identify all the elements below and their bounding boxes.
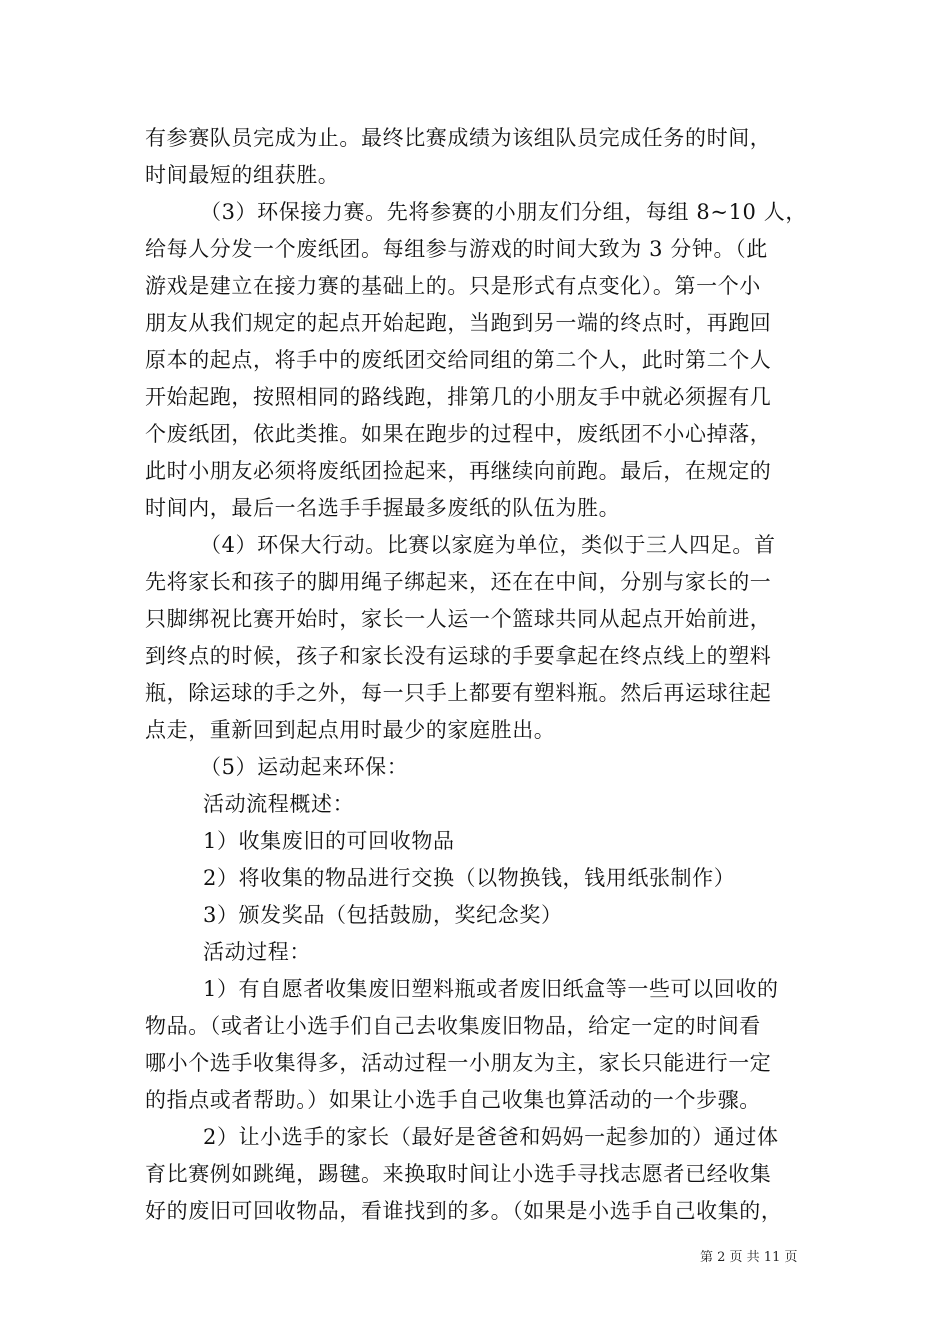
text-line: 活动流程概述： (203, 792, 355, 816)
text-line: 原本的起点，将手中的废纸团交给同组的第二个人，此时第二个人 (145, 348, 772, 372)
text-line: 此时小朋友必须将废纸团捡起来，再继续向前跑。最后，在规定的 (145, 459, 772, 483)
text-line: 2）让小选手的家长（最好是爸爸和妈妈一起参加的）通过体 (203, 1125, 779, 1149)
text-line: 个废纸团，依此类推。如果在跑步的过程中，废纸团不小心掉落， (145, 422, 772, 446)
text-line: 点走，重新回到起点用时最少的家庭胜出。 (145, 718, 556, 742)
text-line: 育比赛例如跳绳，踢毽。来换取时间让小选手寻找志愿者已经收集 (145, 1162, 772, 1186)
body-text (145, 120, 815, 1230)
text-line: 给每人分发一个废纸团。每组参与游戏的时间大致为 3 分钟。（此 (145, 237, 768, 261)
text-line: 好的废旧可回收物品，看谁找到的多。（如果是小选手自己收集的， (145, 1199, 783, 1223)
text-line: 游戏是建立在接力赛的基础上的。只是形式有点变化）。第一个小 (145, 274, 761, 298)
text-line: 物品。（或者让小选手们自己去收集废旧物品，给定一定的时间看 (145, 1014, 761, 1038)
page-number: 第 2 页 共 11 页 (700, 1250, 798, 1265)
text-line: 1）收集废旧的可回收物品 (203, 829, 455, 853)
text-line: 只脚绑祝比赛开始时，家长一人运一个篮球共同从起点开始前进， (145, 607, 772, 631)
text-line: 有参赛队员完成为止。最终比赛成绩为该组队员完成任务的时间， (145, 126, 772, 150)
text-line: 2）将收集的物品进行交换（以物换钱，钱用纸张制作） (203, 866, 736, 890)
text-line: 1）有自愿者收集废旧塑料瓶或者废旧纸盒等一些可以回收的 (203, 977, 779, 1001)
text-line: 的指点或者帮助。）如果让小选手自己收集也算活动的一个步骤。 (145, 1088, 761, 1112)
text-line: 朋友从我们规定的起点开始起跑，当跑到另一端的终点时，再跑回 (145, 311, 772, 335)
text-line: 时间最短的组获胜。 (145, 163, 340, 187)
text-line: 哪小个选手收集得多，活动过程一小朋友为主，家长只能进行一定 (145, 1051, 772, 1075)
text-line: 时间内，最后一名选手手握最多废纸的队伍为胜。 (145, 496, 621, 520)
text-line: 瓶，除运球的手之外，每一只手上都要有塑料瓶。然后再运球往起 (145, 681, 772, 705)
text-line: 到终点的时候，孩子和家长没有运球的手要拿起在终点线上的塑料 (145, 644, 772, 668)
text-line: 3）颁发奖品（包括鼓励，奖纪念奖） (203, 903, 563, 927)
text-line: （3）环保接力赛。先将参赛的小朋友们分组，每组 8~10 人， (200, 200, 807, 224)
text-line: 先将家长和孩子的脚用绳子绑起来，还在在中间，分别与家长的一 (145, 570, 772, 594)
text-line: 开始起跑，按照相同的路线跑，排第几的小朋友手中就必须握有几 (145, 385, 772, 409)
text-line: （5）运动起来环保： (200, 755, 409, 779)
text-line: 活动过程： (203, 940, 311, 964)
text-line: （4）环保大行动。比赛以家庭为单位，类似于三人四足。首 (200, 533, 776, 557)
